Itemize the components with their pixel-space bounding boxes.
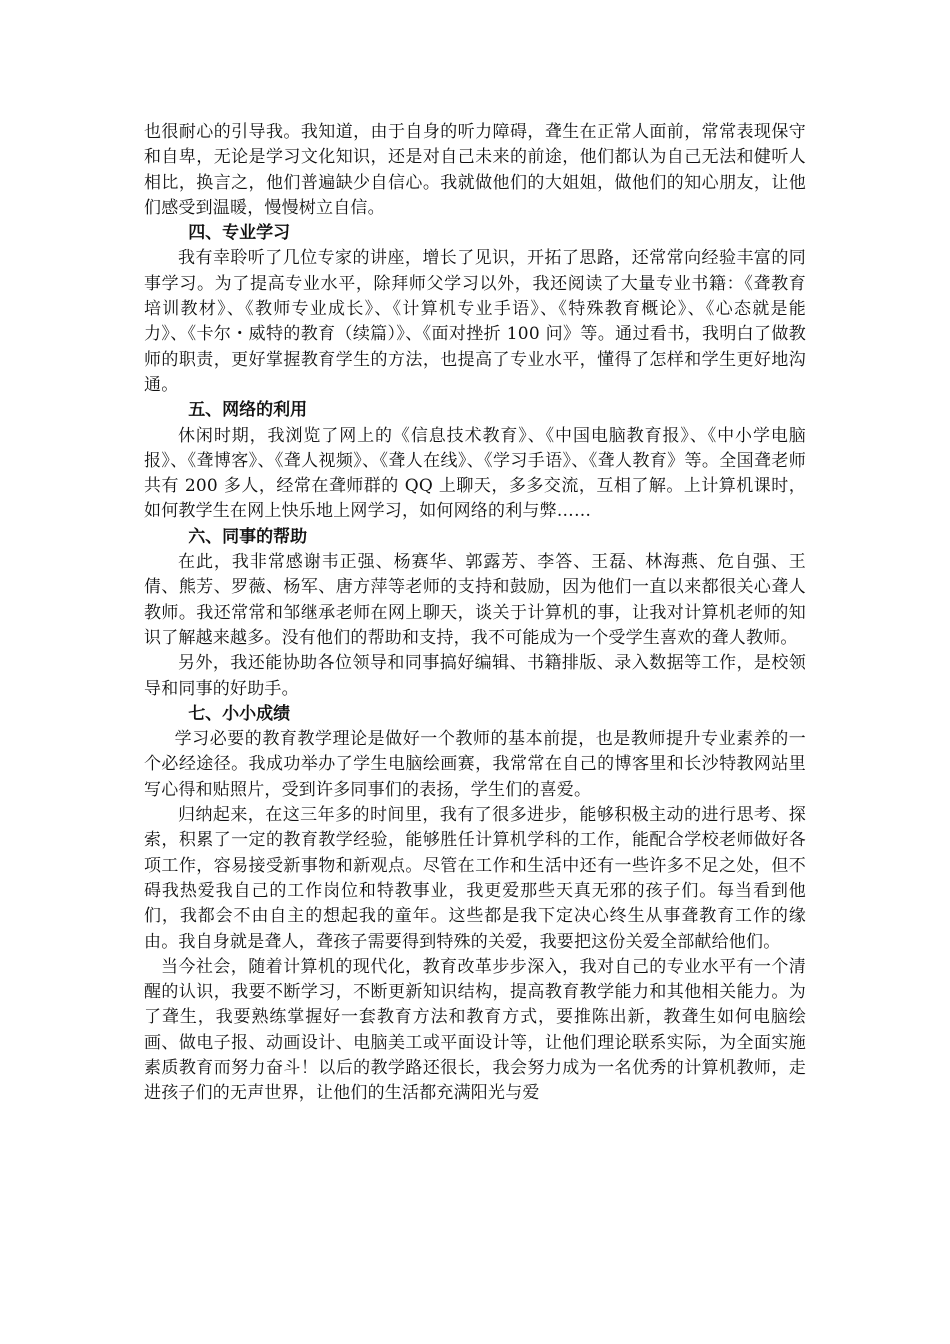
paragraph-achievements-theory: 学习必要的教育教学理论是做好一个教师的基本前提，也是教师提升专业素养的一个必经途径。我成功举办了学生电脑绘画赛，我常常在自己的博客里和长沙特教网站里写心得和贴照片，受到许多同事们的表扬，学生们的喜爱。 <box>144 729 806 800</box>
section-heading-network-use: 五、网络的利用 <box>188 400 308 421</box>
section-heading-colleague-help: 六、同事的帮助 <box>188 526 308 547</box>
paragraph-achievements-outlook: 当今社会，随着计算机的现代化，教育改革步步深入，我对自己的专业水平有一个清醒的认识，我要不断学习，不断更新知识结构，提高教育教学能力和其他相关能力。为了聋生，我要熟练掌握好一套教育方法和教育方式，要推陈出新，教聋生如何电脑绘画、做电子报、动画设计、电脑美工或平面设计等，让他们理论联系实际，为全面实施素质教育而努力奋斗！以后的教学路还很长，我会努力成为一名优秀的计算机教师，走进孩子们的无声世界，让他们的生活都充满阳光与爱 <box>144 956 806 1104</box>
paragraph-continuation: 也很耐心的引导我。我知道，由于自身的听力障碍，聋生在正常人面前，常常表现保守和自卑，无论是学习文化知识，还是对自己未来的前途，他们都认为自己无法和健听人相比，换言之，他们普遍缺少自信心。我就做他们的大姐姐，做他们的知心朋友，让他们感受到温暖，慢慢树立自信。 <box>144 122 806 218</box>
document-body <box>144 120 806 1107</box>
paragraph-colleague-assist: 另外，我还能协助各位领导和同事搞好编辑、书籍排版、录入数据等工作，是校领导和同事的好助手。 <box>144 653 806 699</box>
section-heading-achievements: 七、小小成绩 <box>188 703 291 724</box>
paragraph-achievements-summary: 归纳起来，在这三年多的时间里，我有了很多进步，能够积极主动的进行思考、探索，积累了一定的教育教学经验，能够胜任计算机学科的工作，能配合学校老师做好各项工作，容易接受新事物和新观点。尽管在工作和生活中还有一些许多不足之处，但不碍我热爱我自己的工作岗位和特教事业，我更爱那些天真无邪的孩子们。每当看到他们，我都会不由自主的想起我的童年。这些都是我下定决心终生从事聋教育工作的缘由。我自身就是聋人，聋孩子需要得到特殊的关爱，我要把这份关爱全部献给他们。 <box>144 805 806 952</box>
paragraph-professional-study: 我有幸聆听了几位专家的讲座，增长了见识，开拓了思路，还常常向经验丰富的同事学习。为了提高专业水平，除拜师父学习以外，我还阅读了大量专业书籍：《聋教育培训教材》、《教师专业成长》、《计算机专业手语》、《特殊教育概论》、《心态就是能力》、《卡尔・威特的教育（续篇）》、《面对挫折 100 问》等。通过看书，我明白了做教师的职责，更好掌握教育学生的方法，也提高了专业水平，懂得了怎样和学生更好地沟通。 <box>144 248 806 395</box>
section-heading-professional-study: 四、专业学习 <box>188 223 291 244</box>
paragraph-network-use: 休闲时期，我浏览了网上的《信息技术教育》、《中国电脑教育报》、《中小学电脑报》、《聋博客》、《聋人视频》、《聋人在线》、《学习手语》、《聋人教育》等。全国聋老师共有 200 多人，经常在聋师群的 QQ 上聊天，多多交流，互相了解。上计算机课时，如何教学生在网上快乐地上网学习，如何网络的利与弊…… <box>144 425 806 522</box>
paragraph-colleague-thanks: 在此，我非常感谢韦正强、杨赛华、郭露芳、李答、王磊、林海燕、危自强、王倩、熊芳、罗薇、杨军、唐方萍等老师的支持和鼓励，因为他们一直以来都很关心聋人教师。我还常常和邹继承老师在网上聊天，谈关于计算机的事，让我对计算机老师的知识了解越来越多。没有他们的帮助和支持，我不可能成为一个受学生喜欢的聋人教师。 <box>144 552 806 648</box>
